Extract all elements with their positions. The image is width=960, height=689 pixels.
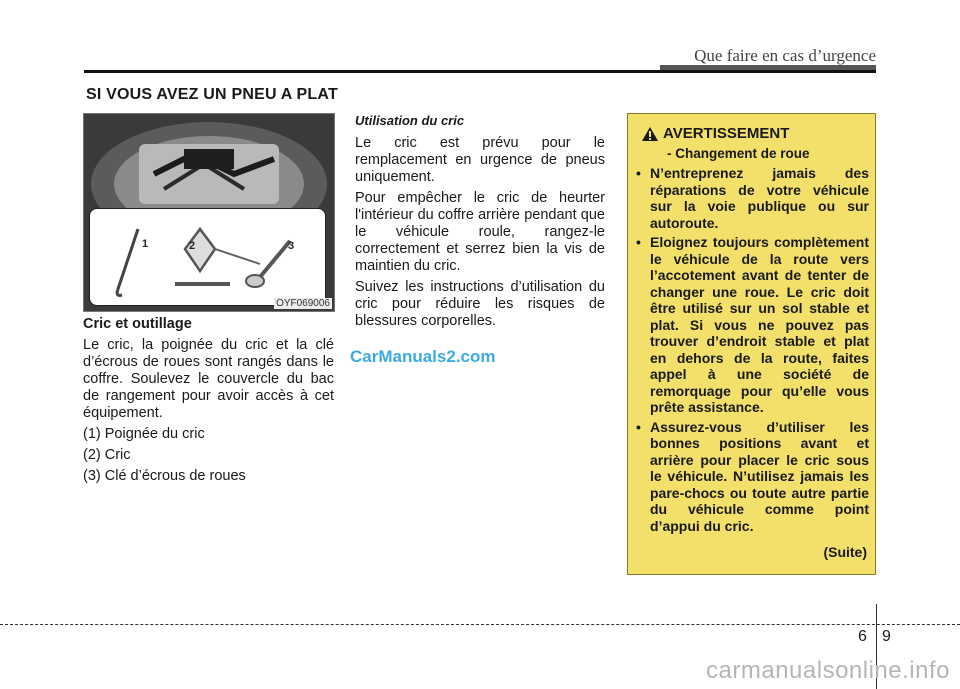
tools-illustration xyxy=(90,209,325,305)
warning-item xyxy=(636,234,869,416)
page-number: 9 xyxy=(882,628,891,645)
bullet-icon: • xyxy=(636,165,641,181)
section-title: SI VOUS AVEZ UN PNEU A PLAT xyxy=(86,86,338,103)
tool-inset xyxy=(89,208,326,306)
figure-label-3: 3 xyxy=(288,240,295,252)
col1-item: (2) Cric xyxy=(83,447,131,463)
watermark-link[interactable]: CarManuals2.com xyxy=(350,347,496,366)
bullet-icon: • xyxy=(636,418,641,435)
footer-watermark[interactable]: carmanualsonline.info xyxy=(706,657,950,684)
tool-figure xyxy=(83,113,335,312)
col1-heading: Cric et outillage xyxy=(83,316,192,332)
chapter-number: 6 xyxy=(858,628,867,645)
warning-list xyxy=(636,165,869,537)
bullet-icon: • xyxy=(636,234,641,250)
warning-item xyxy=(636,419,869,535)
warning-item-text: Eloignez toujours complètement le véhicule de la route vers l’accotement avant de tenter de changer une roue. Le cric doit être utilisé sur un sol stable et plat. Si vous ne pouvez pas trouver d’endroit stable et plat en dehors de la route, faites appel à une société de remorquage pour qu’elle vous prête assistance. xyxy=(650,234,869,415)
col2-paragraph: Le cric est prévu pour le remplacement en urgence de pneus uniquement. xyxy=(355,135,605,185)
column-1 xyxy=(83,316,334,489)
col1-item: (1) Poignée du cric xyxy=(83,426,205,442)
page-header-title: Que faire en cas d’urgence xyxy=(694,46,876,65)
warning-title: AVERTISSEMENT xyxy=(663,125,790,142)
warning-item xyxy=(636,165,869,231)
warning-subtitle: - Changement de roue xyxy=(667,146,810,161)
warning-item-text: Assurez-vous d’utiliser les bonnes positions avant et arrière pour placer le cric sous le véhicule. N’utilisez jamais les pare-chocs ou toute autre partie du véhicule comme point d’appui du cric. xyxy=(650,418,869,534)
col1-body: Le cric, la poignée du cric et la clé d’écrous de roues sont rangés dans le coffre. Soulevez le couvercle du bac de rangement pour avoir accès à cet équipement. xyxy=(83,337,334,421)
warning-triangle-icon xyxy=(641,126,659,142)
warning-suite: (Suite) xyxy=(823,544,867,560)
figure-label-2: 2 xyxy=(189,240,196,252)
warning-item-text: N’entreprenez jamais des réparations de votre véhicule sur la voie publique ou sur autoroute. xyxy=(650,165,869,231)
footer-dashed-line xyxy=(0,624,960,625)
figure-code: OYF069006 xyxy=(276,298,330,309)
col2-paragraph: Suivez les instructions d’utilisation du cric pour réduire les risques de blessures corporelles. xyxy=(355,279,605,329)
column-2 xyxy=(355,112,605,334)
col1-item: (3) Clé d’écrous de roues xyxy=(83,468,246,484)
col2-paragraph: Pour empêcher le cric de heurter l'intérieur du coffre arrière pendant que le véhicule roule, rangez-le correctement et serrez bien la vis de maintien du cric. xyxy=(355,190,605,274)
figure-label-1: 1 xyxy=(142,238,149,250)
header-rule xyxy=(84,70,876,73)
col2-heading: Utilisation du cric xyxy=(355,113,465,128)
warning-box xyxy=(627,113,876,575)
